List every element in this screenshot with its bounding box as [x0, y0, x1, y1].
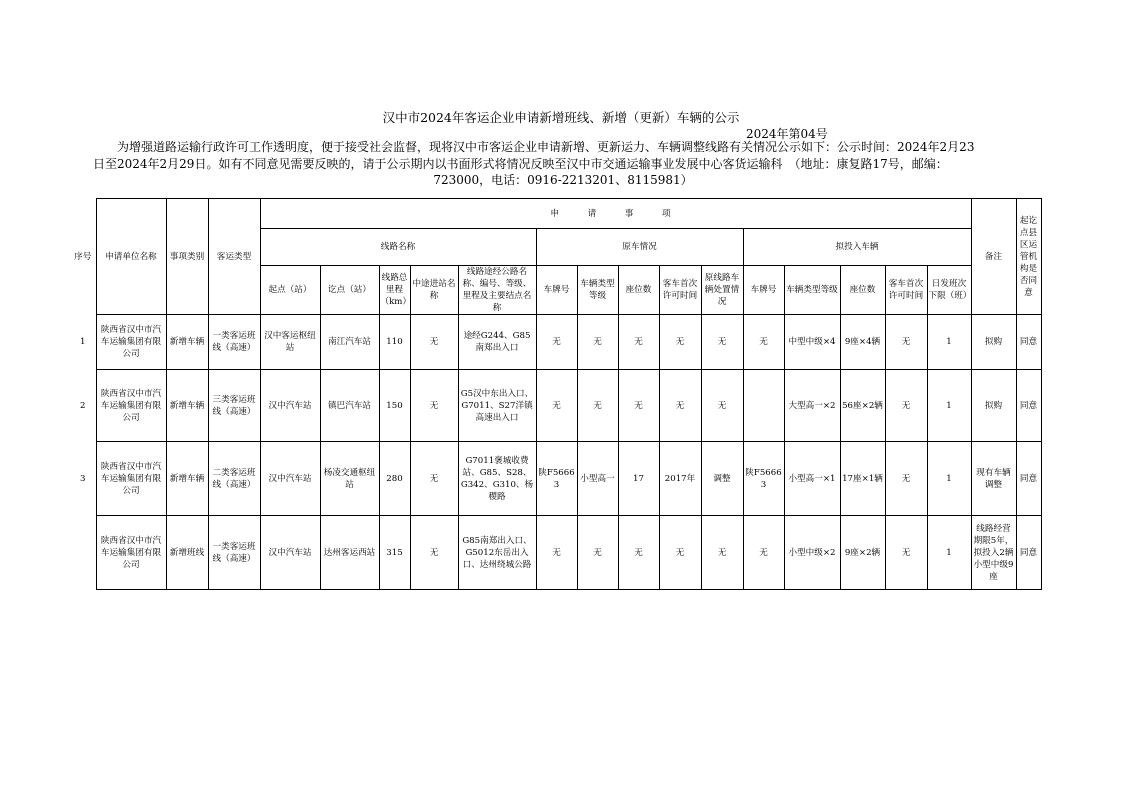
header-start: 起点（站） — [260, 266, 320, 315]
cell-new-date: 无 — [885, 370, 927, 442]
cell-stops: 无 — [410, 516, 458, 590]
cell-orig-seats: 无 — [618, 516, 659, 590]
cell-new-seats: 9座×2辆 — [840, 516, 885, 590]
intro-paragraph — [93, 139, 1033, 189]
header-application: 申 请 事 项 — [260, 199, 971, 229]
cell-service-type: 一类客运班线（高速） — [208, 516, 260, 590]
cell-service-type: 二类客运班线（高速） — [208, 442, 260, 516]
cell-stops: 无 — [410, 370, 458, 442]
cell-service-type: 一类客运班线（高速） — [208, 315, 260, 370]
cell-item-type: 新增车辆 — [166, 315, 208, 370]
header-orig-group: 原车情况 — [536, 229, 743, 266]
header-seq: 序号 — [74, 251, 92, 262]
cell-item-type: 新增车辆 — [166, 370, 208, 442]
cell-orig-date: 无 — [659, 370, 701, 442]
cell-consent: 同意 — [1016, 370, 1041, 442]
cell-consent: 同意 — [1016, 315, 1041, 370]
cell-consent: 同意 — [1016, 442, 1041, 516]
cell-seq: 1 — [80, 337, 86, 347]
cell-new-class: 小型中级×2 — [784, 516, 840, 590]
cell-end: 杨凌交通枢纽站 — [320, 442, 379, 516]
cell-orig-disposal: 调整 — [701, 442, 743, 516]
cell-trips: 1 — [927, 315, 971, 370]
cell-orig-plate: 无 — [536, 315, 577, 370]
cell-trips: 1 — [927, 370, 971, 442]
cell-orig-plate: 陕F56663 — [536, 442, 577, 516]
header-new-plate: 车牌号 — [743, 266, 784, 315]
issue-number: 2024年第04号 — [746, 127, 828, 141]
cell-new-class: 大型高一×2 — [784, 370, 840, 442]
cell-orig-class: 无 — [577, 315, 618, 370]
cell-new-seats: 17座×1辆 — [840, 442, 885, 516]
cell-start: 汉中客运枢纽站 — [260, 315, 320, 370]
header-orig-plate: 车牌号 — [536, 266, 577, 315]
intro-line-3: 723000，电话：0916-2213201、8115981） — [433, 173, 693, 187]
cell-item-type: 新增班线 — [166, 516, 208, 590]
cell-new-date: 无 — [885, 315, 927, 370]
cell-new-plate: 无 — [743, 516, 784, 590]
header-route-group: 线路名称 — [260, 229, 536, 266]
cell-mileage: 315 — [379, 516, 410, 590]
cell-new-plate: 陕F56663 — [743, 442, 784, 516]
cell-new-plate — [743, 370, 784, 442]
cell-start: 汉中汽车站 — [260, 370, 320, 442]
header-end: 讫点（站） — [320, 266, 379, 315]
cell-orig-date: 2017年 — [659, 442, 701, 516]
header-stops: 中途进站名称 — [410, 266, 458, 315]
header-item-type: 事项类别 — [166, 199, 208, 315]
cell-via: G85南郑出入口、G5012东岳出入口、达州绕城公路 — [458, 516, 536, 590]
table-row — [70, 516, 1041, 590]
cell-orig-class: 无 — [577, 516, 618, 590]
cell-applicant: 陕西省汉中市汽车运输集团有限公司 — [96, 370, 166, 442]
cell-remark: 现有车辆调整 — [971, 442, 1016, 516]
cell-trips: 1 — [927, 442, 971, 516]
cell-remark: 拟购 — [971, 370, 1016, 442]
cell-orig-plate: 无 — [536, 516, 577, 590]
cell-mileage: 110 — [379, 315, 410, 370]
cell-applicant: 陕西省汉中市汽车运输集团有限公司 — [96, 315, 166, 370]
cell-stops: 无 — [410, 315, 458, 370]
header-via: 线路途经公路名称、编号、等级、里程及主要结点名称 — [458, 266, 536, 315]
cell-via: 途经G244、G85南郑出入口 — [458, 315, 536, 370]
intro-line-2: 日至2024年2月29日。如有不同意见需要反映的，请于公示期内以书面形式将情况反映至汉中市交通运输事业发展中心客货运输科 （地址：康复路17号，邮编： — [93, 156, 948, 171]
cell-remark: 拟购 — [971, 315, 1016, 370]
cell-new-date: 无 — [885, 516, 927, 590]
cell-new-class: 中型中级×4 — [784, 315, 840, 370]
header-applicant: 申请单位名称 — [96, 199, 166, 315]
cell-applicant: 陕西省汉中市汽车运输集团有限公司 — [96, 516, 166, 590]
header-new-group: 拟投入车辆 — [743, 229, 971, 266]
intro-line-1: 为增强道路运输行政许可工作透明度，便于接受社会监督，现将汉中市客运企业申请新增、更新运力、车辆调整线路有关情况公示如下：公示时间：2024年2月23 — [117, 140, 975, 154]
cell-mileage: 280 — [379, 442, 410, 516]
cell-remark: 线路经营期限5年，拟投入2辆小型中级9座 — [971, 516, 1016, 590]
cell-orig-seats: 无 — [618, 370, 659, 442]
notice-title: 汉中市2024年客运企业申请新增班线、新增（更新）车辆的公示 — [382, 110, 740, 125]
header-new-seats: 座位数 — [840, 266, 885, 315]
cell-seq — [70, 516, 96, 590]
cell-new-seats: 9座×4辆 — [840, 315, 885, 370]
cell-stops: 无 — [410, 442, 458, 516]
cell-seq: 3 — [80, 473, 86, 484]
cell-via: G7011褒城收费站、G85、S28、G342、G310、杨稷路 — [458, 442, 536, 516]
header-orig-disposal: 原线路车辆处置情况 — [701, 266, 743, 315]
cell-start: 汉中汽车站 — [260, 516, 320, 590]
cell-new-date: 无 — [885, 442, 927, 516]
table-row — [70, 370, 1041, 442]
cell-orig-date: 无 — [659, 315, 701, 370]
cell-trips: 1 — [927, 516, 971, 590]
header-orig-date: 客车首次许可时间 — [659, 266, 701, 315]
cell-end: 镇巴汽车站 — [320, 370, 379, 442]
cell-item-type: 新增车辆 — [166, 442, 208, 516]
header-trips: 日发班次下限（班） — [927, 266, 971, 315]
cell-orig-disposal: 无 — [701, 516, 743, 590]
header-orig-class: 车辆类型等级 — [577, 266, 618, 315]
cell-via: G5汉中东出入口、G7011、S27洋镇高速出入口 — [458, 370, 536, 442]
table-row — [70, 442, 1041, 516]
cell-mileage: 150 — [379, 370, 410, 442]
cell-service-type: 三类客运班线（高速） — [208, 370, 260, 442]
header-new-date: 客车首次许可时间 — [885, 266, 927, 315]
header-new-class: 车辆类型等级 — [784, 266, 840, 315]
cell-orig-date: 无 — [659, 516, 701, 590]
cell-seq: 2 — [80, 400, 86, 411]
cell-new-plate: 无 — [743, 315, 784, 370]
table-row — [70, 315, 1041, 370]
header-orig-seats: 座位数 — [618, 266, 659, 315]
header-service-type: 客运类型 — [208, 199, 260, 315]
cell-orig-plate: 无 — [536, 370, 577, 442]
cell-orig-disposal: 无 — [701, 370, 743, 442]
cell-start: 汉中汽车站 — [260, 442, 320, 516]
header-consent: 起讫点县区运管机构是否同意 — [1016, 199, 1041, 315]
cell-consent: 同意 — [1016, 516, 1041, 590]
cell-new-class: 小型高一×1 — [784, 442, 840, 516]
cell-orig-disposal: 无 — [701, 315, 743, 370]
cell-orig-class: 无 — [577, 370, 618, 442]
cell-end: 达州客运西站 — [320, 516, 379, 590]
cell-orig-seats: 无 — [618, 315, 659, 370]
header-remark: 备注 — [971, 199, 1016, 315]
cell-orig-seats: 17 — [618, 442, 659, 516]
cell-orig-class: 小型高一 — [577, 442, 618, 516]
header-mileage: 线路总里程（km） — [379, 266, 410, 315]
cell-end: 南江汽车站 — [320, 315, 379, 370]
cell-new-seats: 56座×2辆 — [840, 370, 885, 442]
cell-applicant: 陕西省汉中市汽车运输集团有限公司 — [96, 442, 166, 516]
application-table — [70, 198, 1042, 590]
